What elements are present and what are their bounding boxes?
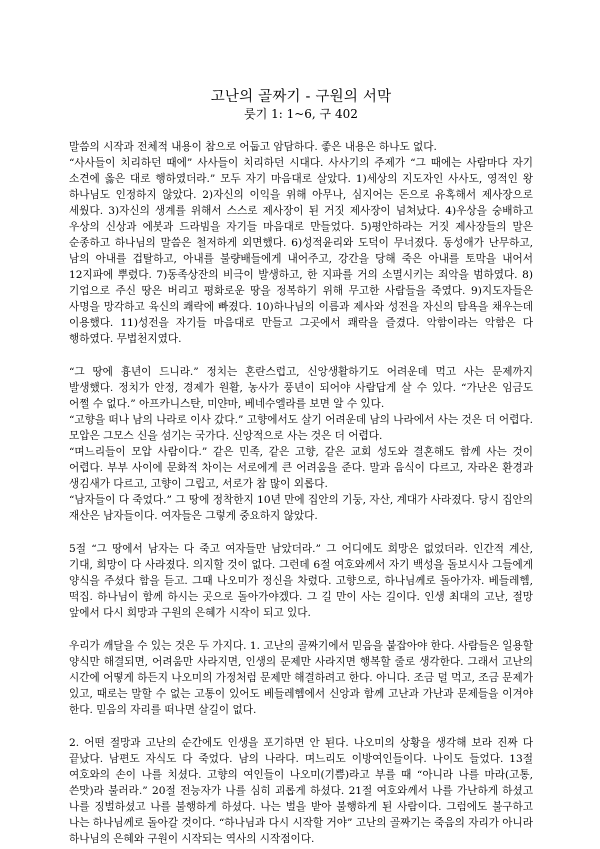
sermon-body	[69, 139, 533, 847]
page-title: 고난의 골짜기 - 구원의 서막	[210, 89, 392, 105]
scripture-reference: 룻기 1: 1~6, 구 402	[244, 107, 358, 121]
section-intro	[69, 139, 533, 347]
paragraph-gap	[69, 718, 533, 735]
paragraph-gap	[69, 524, 533, 541]
paragraph: 2. 어떤 절망과 고난의 순간에도 인생을 포기하면 안 된다. 나오미의 상황을 생각해 보라 진짜 다 끝났다. 남편도 자식도 다 죽었다. 남의 나라다. 며느리도 이방여인들이다. 나이도 들었다. 13절 여호와의 손이 나를 치셨다. 고향의 여인들이 나오미(기쁨)라고 부를 때 “아니라 나를 마라(고통, 쓴맛)라 불러라.” 20절 전능자가 나를 심히 괴롭게 하셨다. 21절 여호와께서 나를 가난하게 하셨고 나를 징벌하셨고 나를 불행하게 하셨다. 나는 벌을 받아 불행하게 된 사람이다. 그럼에도 불구하고 나는 하나님께로 돌아갈 것이다. “하나님과 다시 시작할 거야” 고난의 골짜기는 죽음의 자리가 아니라 하나님의 은혜와 구원이 시작되는 역사의 시작점이다.	[69, 737, 533, 845]
paragraph-gap	[69, 347, 533, 364]
section-famine	[69, 364, 533, 524]
section-lesson-2	[69, 735, 533, 847]
paragraph: “며느리들이 모압 사람이다.” 같은 민족, 같은 고향, 같은 교회 성도와 결혼해도 함께 사는 것이 어렵다. 부부 사이에 문화적 차이는 서로에게 큰 어려움을 준다. 말과 음식이 다르고, 자라온 환경과 생김새가 다르고, 고향이 그립고, 서로가 참 많이 외롭다.	[69, 446, 533, 490]
paragraph: “고향을 떠나 남의 나라로 이사 갔다.” 고향에서도 살기 어려운데 남의 나라에서 사는 것은 더 어렵다. 모압은 그모스 신을 섬기는 국가다. 신앙적으로 사는 것은 더 어렵다.	[69, 414, 533, 442]
paragraph-gap	[69, 621, 533, 638]
paragraph: 우리가 깨달을 수 있는 것은 두 가지다. 1. 고난의 골짜기에서 믿음을 붙잡아야 한다. 사람들은 일용할 양식만 해결되면, 어려움만 사라지면, 인생의 문제만 사라지면 행복할 줄로 생각한다. 그래서 고난의 시간에 어떻게 하든지 나오미의 가정처럼 문제만 해결하려고 한다. 아니다. 조금 덜 먹고, 조금 문제가 있고, 때로는 말할 수 없는 고통이 있어도 베들레헴에서 신앙과 함께 고난과 가난과 문제들을 이겨야 한다. 믿음의 자리를 떠나면 살길이 없다.	[69, 640, 533, 716]
paragraph: “남자들이 다 죽었다.” 그 땅에 정착한지 10년 만에 집안의 기둥, 자산, 계대가 사라졌다. 당시 집안의 재산은 남자들이다. 여자들은 그렇게 중요하지 않았다.	[69, 494, 533, 522]
paragraph: “그 땅에 흉년이 드니라.” 정치는 혼란스럽고, 신앙생활하기도 어려운데 먹고 사는 문제까지 발생했다. 정치가 안정, 경제가 원활, 농사가 풍년이 되어야 사람답게 살 수 있다. “가난은 임금도 어쩔 수 없다.” 아프카니스탄, 미얀마, 베네수엘라를 보면 알 수 있다.	[69, 366, 533, 410]
paragraph: 말씀의 시작과 전체적 내용이 참으로 어둡고 암담하다. 좋은 내용은 하나도 없다.	[69, 141, 437, 153]
section-verse-5	[69, 541, 533, 621]
paragraph: “사사들이 치리하던 때에” 사사들이 치리하던 시대다. 사사기의 주제가 “그 때에는 사람마다 자기 소견에 옳은 대로 행하였더라.” 모두 자기 마음대로 살았다. 1)세상의 지도자인 사사도, 영적인 왕 하나님도 인정하지 않았다. 2)자신의 이익을 위해 아무나, 심지어는 돈으로 유혹해서 제사장으로 세웠다. 3)자신의 생계를 위해서 스스로 제사장이 된 거짓 제사장이 넘쳐났다. 4)우상을 숭배하고 우상의 신상과 에봇과 드라빔을 자기들 마음대로 만들었다. 5)평안하라는 거짓 제사장들의 말은 순종하고 하나님의 말씀은 철저하게 외면했다. 6)성적윤리와 도덕이 무너졌다. 동성애가 난무하고, 남의 아내를 겁탈하고, 아내를 불량배들에게 내어주고, 강간을 당해 죽은 아내를 토막을 내어서 12지파에 뿌렸다. 7)동족상잔의 비극이 발생하고, 한 지파를 거의 소멸시키는 죄악을 범하였다. 8)기업으로 주신 땅은 버리고 평화로운 땅을 정복하기 위해 무고한 사람들을 죽였다. 9)지도자들은 사명을 망각하고 육신의 쾌락에 빠졌다. 10)하나님의 이름과 제사와 성전을 자신의 탐욕을 채우는데 이용했다. 11)성전을 자기들 마음대로 만들고 그곳에서 쾌락을 즐겼다. 악함이라는 악함은 다 행하였다. 무법천지였다.	[69, 157, 533, 345]
section-lesson-1	[69, 638, 533, 718]
paragraph: 5절 “그 땅에서 남자는 다 죽고 여자들만 남았더라.” 그 어디에도 희망은 없었더라. 인간적 계산, 기대, 희망이 다 사라졌다. 의지할 것이 없다. 그런데 6절 여호와께서 자기 백성을 돌보시사 그들에게 양식을 주셨다 함을 듣고. 그때 나오미가 정신을 차렸다. 고향으로, 하나님께로 돌아가자. 베들레헴, 떡집. 하나님이 함께 하시는 곳으로 돌아가야겠다. 그 길 만이 사는 길이다. 인생 최대의 고난, 절망 앞에서 다시 희망과 구원의 은혜가 시작이 되고 있다.	[69, 543, 533, 619]
